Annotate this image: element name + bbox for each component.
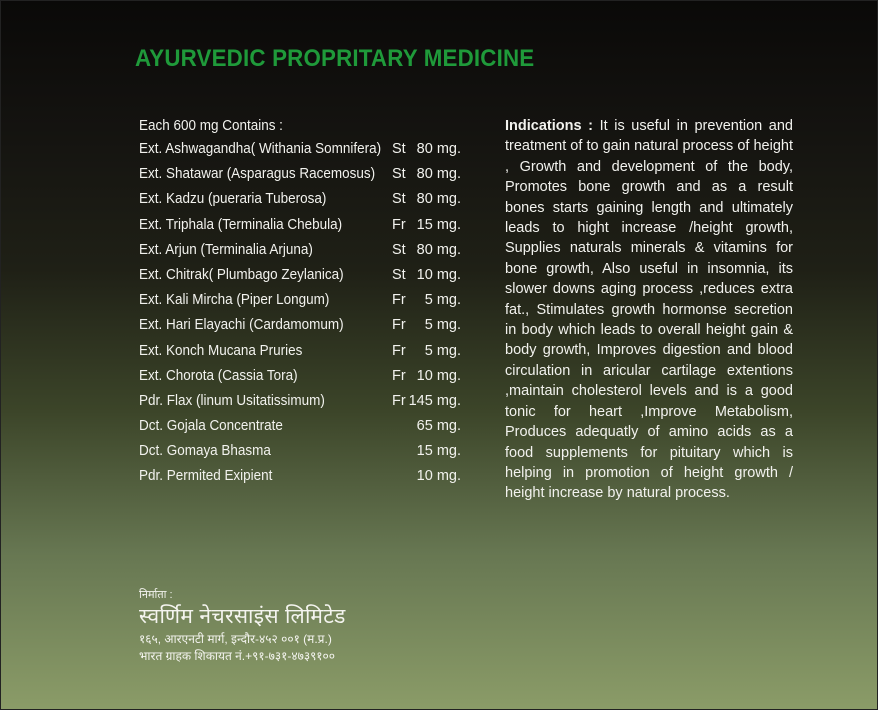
ingredient-name: Pdr. Permited Exipient — [139, 468, 273, 485]
page-title: AYURVEDIC PROPRITARY MEDICINE — [135, 45, 535, 72]
ingredient-quantity: 15 mg. — [416, 443, 461, 460]
ingredient-row — [139, 364, 469, 389]
ingredient-quantity: 10 mg. — [416, 367, 461, 384]
ingredient-name: Ext. Chorota (Cassia Tora) — [139, 367, 298, 384]
ingredient-name: Ext. Triphala (Terminalia Chebula) — [139, 216, 343, 233]
ingredient-type: St — [392, 241, 406, 258]
ingredient-row — [139, 439, 469, 464]
manufacturer-label: निर्माता : — [139, 589, 173, 601]
ingredient-row — [139, 213, 469, 238]
ingredient-row — [139, 263, 469, 288]
ingredient-type: St — [392, 166, 406, 183]
ingredient-quantity: 80 mg. — [416, 191, 461, 208]
ingredient-quantity: 145 mg. — [408, 392, 461, 409]
ingredient-name: Ext. Shatawar (Asparagus Racemosus) — [139, 166, 376, 183]
ingredient-quantity: 5 mg. — [424, 342, 461, 359]
ingredient-quantity: 15 mg. — [416, 216, 461, 233]
ingredient-type: St — [392, 266, 406, 283]
indications-text: It is useful in prevention and treatment of to gain natural process of height , Growth and development of the body, Promotes bone growth and as a result bones starts gaining length and ultimately leads to hight increase /height growth, Supplies naturals minerals & vitamins for bone growth, Also useful in insomnia, its slower downs aging process ,reduces extra fat., Stimulates growth hormonse secretion in body which leads to overall height gain & body growth, Improves digestion and blood circulation in aricular cartilage extentions ,maintain cholesterol levels and is a good tonic for heart ,Improve Metabolism, Produces adequatly of amino acids as a food supplements for pituitary which is helping in promotion of height growth / height increase by natural process. — [505, 118, 793, 502]
ingredient-name: Dct. Gomaya Bhasma — [139, 443, 271, 460]
ingredient-name: Ext. Hari Elayachi (Cardamomum) — [139, 317, 344, 334]
composition-heading: Each 600 mg Contains : — [139, 118, 283, 134]
ingredient-type: Fr — [392, 342, 406, 359]
ingredient-quantity: 10 mg. — [416, 468, 461, 485]
ingredient-quantity: 5 mg. — [424, 292, 461, 309]
ingredient-type: St — [392, 141, 406, 157]
ingredient-row — [139, 187, 469, 212]
complaint-number: भारत ग्राहक शिकायत नं.+९१-७३१-४७३९१०० — [139, 649, 336, 663]
ingredient-name: Pdr. Flax (linum Usitatissimum) — [139, 392, 325, 409]
ingredient-row — [139, 288, 469, 313]
indications-label: Indications : — [505, 118, 593, 134]
ingredient-type: Fr — [392, 367, 406, 384]
ingredient-row — [139, 313, 469, 338]
ingredient-row — [139, 464, 469, 489]
ingredient-quantity: 65 mg. — [416, 418, 461, 435]
ingredient-type: Fr — [392, 216, 406, 233]
ingredient-type: Fr — [392, 317, 406, 334]
indications-block — [505, 116, 793, 504]
ingredient-name: Ext. Kadzu (pueraria Tuberosa) — [139, 191, 327, 208]
ingredient-quantity: 10 mg. — [416, 266, 461, 283]
ingredient-row — [139, 238, 469, 263]
ingredient-row — [139, 339, 469, 364]
ingredient-row — [139, 414, 469, 439]
ingredient-quantity: 5 mg. — [424, 317, 461, 334]
ingredient-row — [139, 389, 469, 414]
ingredient-name: Ext. Arjun (Terminalia Arjuna) — [139, 241, 313, 258]
ingredient-name: Dct. Gojala Concentrate — [139, 418, 283, 435]
ingredient-row — [139, 162, 469, 187]
ingredient-row — [139, 137, 469, 162]
company-name: स्वर्णिम नेचरसाइंस लिमिटेड — [139, 605, 346, 628]
ingredient-name: Ext. Ashwagandha( Withania Somnifera) — [139, 141, 382, 157]
ingredient-name: Ext. Kali Mircha (Piper Longum) — [139, 292, 330, 309]
ingredient-quantity: 80 mg. — [416, 141, 461, 157]
ingredient-type: Fr — [392, 292, 406, 309]
ingredient-name: Ext. Konch Mucana Pruries — [139, 342, 303, 359]
company-address: १६५, आरएनटी मार्ग, इन्दौर-४५२ ००१ (म.प्र.) — [139, 632, 332, 646]
ingredient-quantity: 80 mg. — [416, 241, 461, 258]
composition-list — [139, 116, 469, 490]
ingredient-name: Ext. Chitrak( Plumbago Zeylanica) — [139, 266, 344, 283]
ingredient-quantity: 80 mg. — [416, 166, 461, 183]
ingredient-type: Fr — [392, 392, 406, 409]
ingredient-type: St — [392, 191, 406, 208]
manufacturer-block — [139, 588, 346, 665]
